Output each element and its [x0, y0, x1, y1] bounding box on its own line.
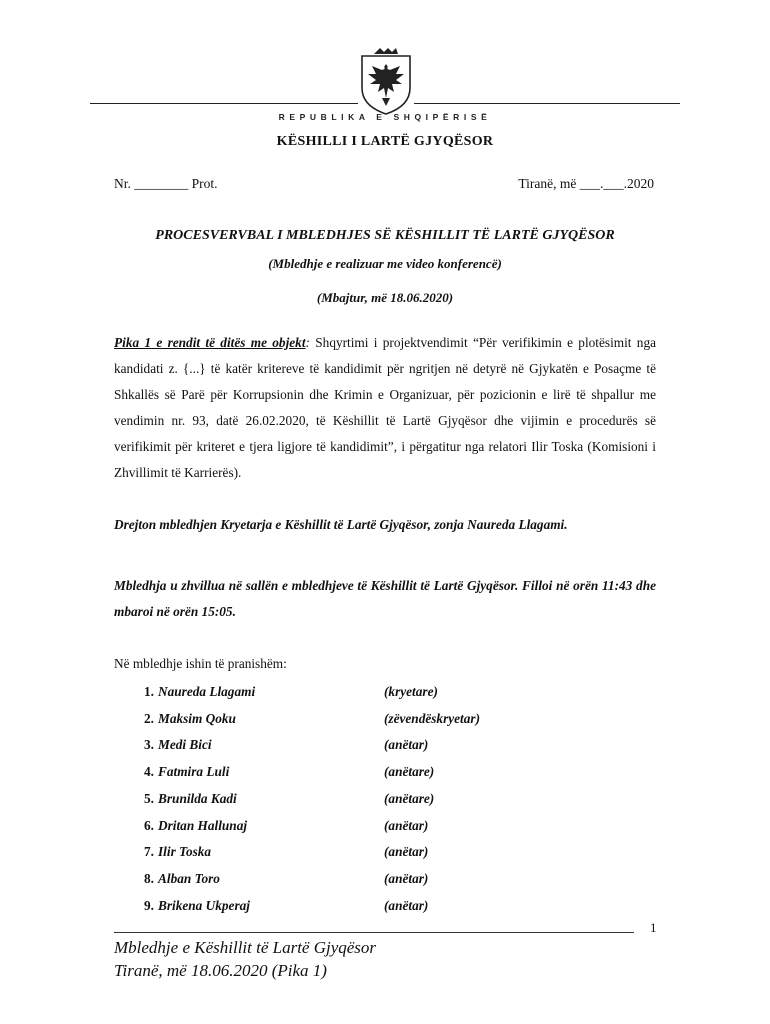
attendee-role: (anëtare) [384, 791, 435, 806]
protocol-number: Nr. ________ Prot. [114, 176, 218, 191]
attendee-role: (anëtar) [384, 818, 429, 833]
attendee-number: 1. [144, 684, 154, 699]
footer-line-2: Tiranë, më 18.06.2020 (Pika 1) [114, 961, 327, 980]
attendee-number: 4. [144, 764, 154, 779]
attendee-number: 2. [144, 711, 154, 726]
attendee-number: 6. [144, 818, 154, 833]
attendee-number: 8. [144, 871, 154, 886]
document-subtitle: (Mbledhje e realizuar me video konferencë) [268, 256, 502, 271]
place-date: Tiranë, më ___.___.2020 [518, 176, 654, 191]
header-rule-right [414, 103, 680, 104]
present-label: Në mbledhje ishin të pranishëm: [114, 656, 287, 671]
agenda-paragraph [114, 330, 656, 486]
attendee-row [132, 764, 662, 784]
attendee-role: (anëtar) [384, 898, 429, 913]
attendee-number: 7. [144, 844, 154, 859]
republic-name: REPUBLIKA E SHQIPËRISË [278, 112, 492, 122]
attendee-row [132, 684, 662, 704]
attendee-number: 5. [144, 791, 154, 806]
attendee-role: (anëtar) [384, 737, 429, 752]
attendee-role: (zëvendëskryetar) [384, 711, 480, 726]
footer-rule [114, 932, 634, 933]
meeting-date: (Mbajtur, më 18.06.2020) [316, 290, 454, 305]
attendee-name: Dritan Hallunaj [158, 818, 248, 833]
footer-line-1: Mbledhje e Këshillit të Lartë Gjyqësor [114, 938, 377, 957]
council-name: KËSHILLI I LARTË GJYQËSOR [276, 134, 494, 149]
attendee-row [132, 711, 662, 731]
header-rule-left [90, 103, 358, 104]
attendee-number: 3. [144, 737, 154, 752]
albanian-coat-of-arms-icon [358, 48, 414, 116]
agenda-text: Shqyrtimi i projektvendimit “Për verifikimin e plotësimit nga kandidati z. {...} të katër kritereve të kandidimit për ngritjen në detyrë në Gjykatën e Posaçme të Shkallës së Parë për Korrupsionin dhe Krimin e Organizuar, për pozicionin e lirë të shpallur me vendimin nr. 93, datë 26.02.2020, të Këshillit të Lartë Gjyqësor dhe vijimin e procedurës së verifikimit për kriteret e tjera ligjore të kandidimit”, i përgatitur nga relatori Ilir Toska (Komisioni i Zhvillimit të Karrierës). [114, 335, 656, 480]
footer [114, 936, 376, 982]
attendee-name: Brikena Ukperaj [158, 898, 250, 913]
attendee-row [132, 844, 662, 864]
attendee-name: Brunilda Kadi [158, 791, 237, 806]
attendee-role: (anëtar) [384, 844, 429, 859]
attendee-role: (anëtare) [384, 764, 435, 779]
attendee-row [132, 818, 662, 838]
attendee-row [132, 791, 662, 811]
attendee-number: 9. [144, 898, 154, 913]
attendee-row [132, 898, 662, 918]
chair-statement: Drejton mbledhjen Kryetarja e Këshillit të Lartë Gjyqësor, zonja Naureda Llagami. [114, 517, 568, 532]
attendee-name: Naureda Llagami [158, 684, 256, 699]
agenda-lead: Pika 1 e rendit të ditës me objekt [114, 335, 306, 350]
attendee-row [132, 871, 662, 891]
attendee-role: (kryetare) [384, 684, 438, 699]
agenda-colon: : [305, 335, 310, 350]
attendee-name: Maksim Qoku [158, 711, 236, 726]
attendee-name: Alban Toro [158, 871, 220, 886]
attendee-name: Ilir Toska [158, 844, 212, 859]
attendee-row [132, 737, 662, 757]
page-number: 1 [650, 920, 657, 935]
meeting-statement: Mbledhja u zhvillua në sallën e mbledhjeve të Këshillit të Lartë Gjyqësor. Filloi në orën 11:43 dhe mbaroi në orën 15:05. [114, 578, 656, 619]
attendee-name: Fatmira Luli [158, 764, 230, 779]
attendee-role: (anëtar) [384, 871, 429, 886]
document-title: PROCESVERVBAL I MBLEDHJES SË KËSHILLIT TË LARTË GJYQËSOR [155, 228, 615, 243]
attendee-name: Medi Bici [158, 737, 212, 752]
